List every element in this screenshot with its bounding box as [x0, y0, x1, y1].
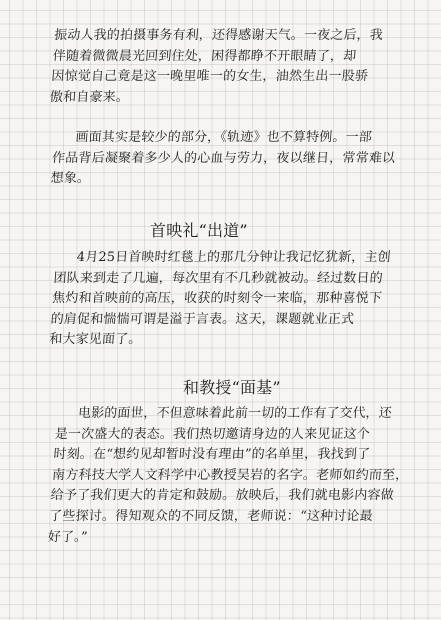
text-line: 团队来到走了几遍，每次里有不几秒就被动。经过数日的 — [52, 270, 384, 286]
text-line: 了些探讨。得知观众的不同反馈，老师说：“这种讨论最 — [48, 508, 374, 524]
section-heading-professor: 和教授“面基” — [183, 378, 281, 397]
section-heading-premiere: 首映礼“出道” — [150, 221, 248, 240]
text-line: 振动人我的拍摄事务有利，还得感谢天气。一夜之后，我 — [53, 28, 384, 43]
text-line: 给予了我们更大的肯定和鼓励。放映后，我们就电影内容做 — [50, 488, 395, 504]
text-line: 因惊觉自己竟是这一晚里唯一的女生，油然生出一股骄 — [50, 69, 369, 85]
paragraph-4 — [47, 404, 430, 548]
text-line: 和大家见面了。 — [48, 332, 143, 348]
paragraph-1 — [49, 26, 428, 108]
paragraph-3 — [48, 248, 428, 351]
paragraph-2 — [50, 128, 427, 190]
text-line: 画面其实是较少的部分，《轨迹》也不算特例。一部 — [74, 130, 373, 145]
text-line: 南方科技大学人文科学中心教授吴岩的名字。老师如约而至， — [51, 467, 409, 483]
text-line: 时刻。在“想约见却暂时没有理由”的名单里，我找到了 — [52, 447, 371, 463]
text-line: 4月25日首映时红毯上的那几分钟让我记忆犹新，主创 — [76, 250, 392, 265]
text-line: 好了。” — [47, 529, 89, 545]
text-line: 的肩促和惴惴可谓是溢于言表。这天，课题就业正式 — [50, 311, 355, 327]
text-line: 是一次盛大的表态。我们热切邀请身边的人来见证这个 — [54, 426, 371, 442]
text-line: 伴随着微微晨光回到住处，困得都睁不开眼睛了，却 — [52, 48, 357, 64]
text-line: 电影的面世，不但意味着此前一切的工作有了交代，还 — [77, 406, 393, 421]
text-line: 作品背后凝聚着多少人的心血与劳力，夜以继日，常常难以 — [51, 150, 396, 166]
text-line: 焦灼和首映前的高压，收获的时刻令一来临，那种喜悦下 — [51, 291, 383, 307]
text-line: 想象。 — [50, 171, 91, 187]
text-line: 傲和自豪来。 — [49, 89, 130, 105]
